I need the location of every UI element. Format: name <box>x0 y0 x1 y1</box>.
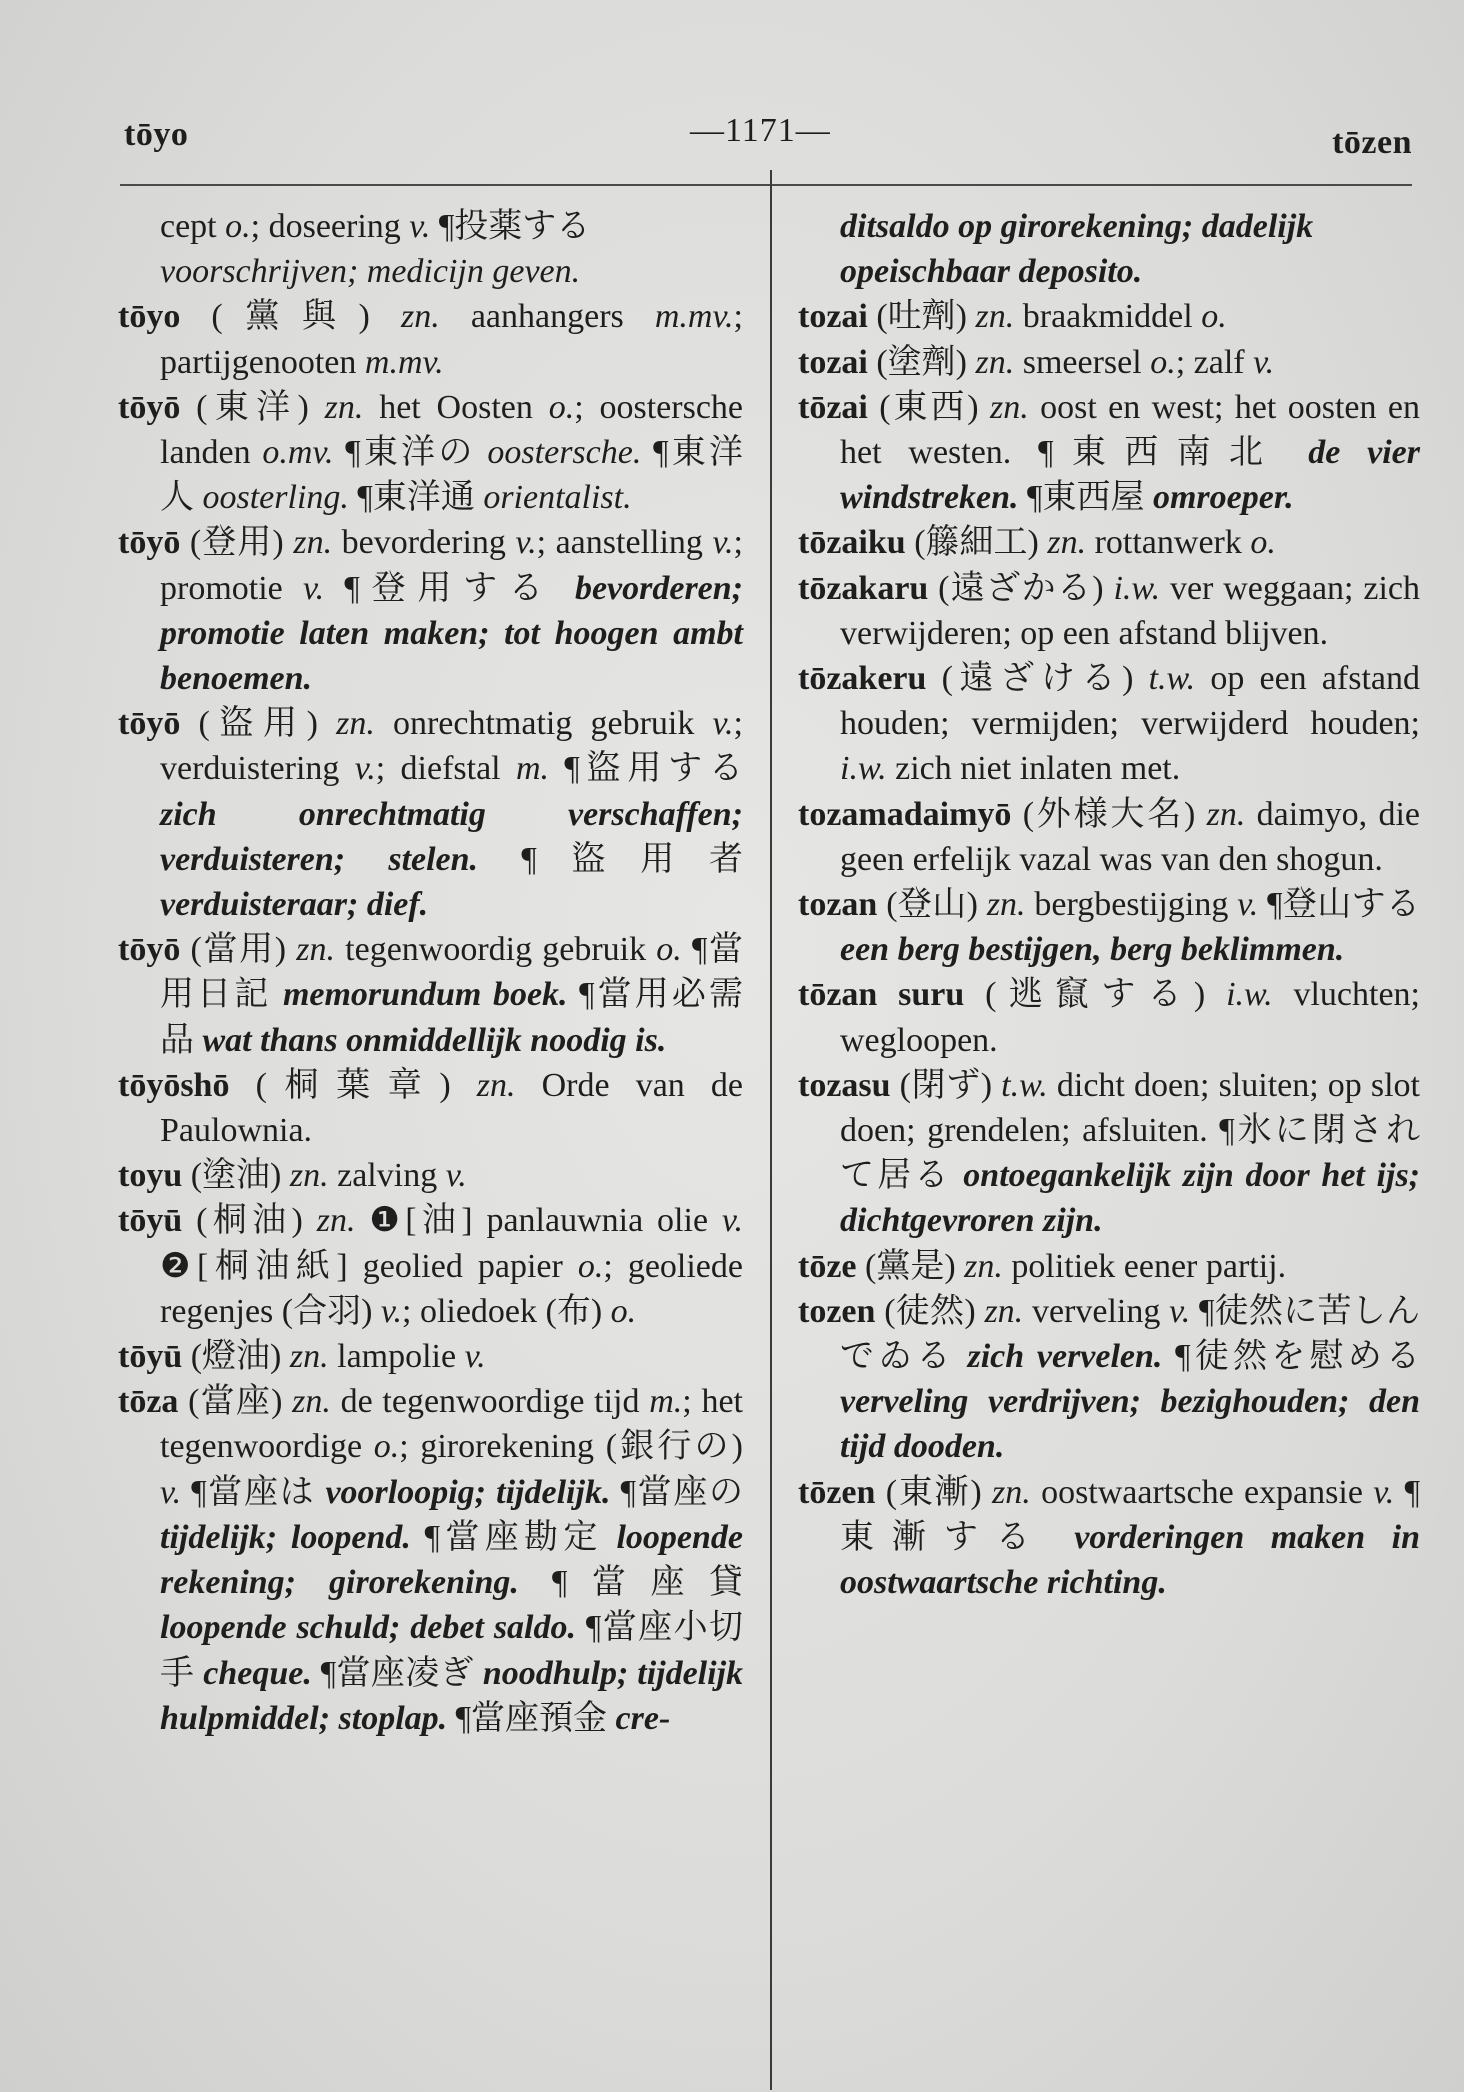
left-column <box>118 204 743 1741</box>
dictionary-entry: tōyō (登用) zn. bevordering v.; aanstelling v.; promotie v. ¶登用する bevorderen; promotie laten maken; tot hoogen ambt benoemen. <box>118 524 743 698</box>
dictionary-entry: tōze (黨是) zn. politiek eener partij. <box>798 1247 1287 1285</box>
dictionary-entry: tōyū (燈油) zn. lampolie v. <box>118 1338 486 1376</box>
dictionary-entry: tozasu (閉ず) t.w. dicht doen; sluiten; op slot doen; grendelen; afsluiten. ¶氷に閉されて居る ontoegankelijk zijn door het ijs; dichtgevroren zijn. <box>798 1066 1420 1240</box>
dictionary-entry: tōyō (當用) zn. tegenwoordig gebruik o. ¶當用日記 memorundum boek. ¶當用必需品 wat thans onmiddellijk noodig is. <box>118 931 744 1059</box>
dictionary-entry: tōzakeru (遠ざける) t.w. op een afstand houden; vermijden; verwijderd houden; i.w. zich niet inlaten met. <box>798 660 1420 788</box>
dictionary-entry: tōyō (東洋) zn. het Oosten o.; oostersche landen o.mv. ¶東洋の oostersche. ¶東洋人 oosterling. ¶東洋通 orientalist. <box>118 388 743 517</box>
continued-entry: cept o.; doseering v. ¶投薬する voorschrijven; medicijn geven. <box>160 208 591 291</box>
dictionary-entry: tōyo (黨與) zn. aanhangers m.mv.; partijgenooten m.mv. <box>118 298 743 381</box>
dictionary-entry: tōzen (東漸) zn. oostwaartsche expansie v. ¶東漸する vorderingen maken in oostwaartsche richting. <box>798 1473 1420 1602</box>
column-divider <box>770 170 772 2090</box>
left-guide-word: tōyo <box>124 116 189 153</box>
page-number: —1171— <box>690 112 831 149</box>
header-rule <box>120 184 1412 186</box>
dictionary-entry: tōzan suru (逃竄する) i.w. vluchten; wegloopen. <box>798 976 1420 1059</box>
right-column <box>798 204 1420 1605</box>
right-guide-word: tōzen <box>1332 124 1412 161</box>
dictionary-entry: tōzaiku (籐細工) zn. rottanwerk o. <box>798 524 1276 562</box>
page-header <box>0 112 1464 172</box>
dictionary-entry: tōza (當座) zn. de tegenwoordige tijd m.; het tegenwoordige o.; girorekening (銀行の) v. ¶當座は voorloopig; tijdelijk. ¶當座の tijdelijk; loopend. ¶當座勘定 loopende rekening; girorekening. ¶當座貸 loopende schuld; debet saldo. ¶當座小切手 cheque. ¶當座凌ぎ noodhulp; tijdelijk hulpmiddel; stoplap. ¶當座預金 cre- <box>118 1383 744 1737</box>
dictionary-entry: tōyōshō (桐葉章) zn. Orde van de Paulownia. <box>118 1066 743 1150</box>
dictionary-entry: tozan (登山) zn. bergbestijging v. ¶登山する een berg bestijgen, berg beklimmen. <box>798 886 1421 969</box>
dictionary-entry: tozen (徒然) zn. verveling v. ¶徒然に苦しんでゐる zich vervelen. ¶徒然を慰める verveling verdrijven; bezighouden; den tijd dooden. <box>798 1292 1421 1466</box>
dictionary-entry: toyu (塗油) zn. zalving v. <box>118 1157 467 1195</box>
dictionary-entry: tozamadaimyō (外様大名) zn. daimyo, die geen erfelijk vazal was van den shogun. <box>798 795 1420 878</box>
dictionary-entry: tozai (吐劑) zn. braakmiddel o. <box>798 298 1227 336</box>
dictionary-entry: tozai (塗劑) zn. smeersel o.; zalf v. <box>798 343 1275 381</box>
dictionary-entry: tōyō (盜用) zn. onrechtmatig gebruik v.; verduistering v.; diefstal m. ¶盜用する zich onrechtmatig verschaffen; verduisteren; stelen. ¶盜用者 verduisteraar; dief. <box>118 705 743 924</box>
dictionary-entry: tōzai (東西) zn. oost en west; het oosten en het westen. ¶東西南北 de vier windstreken. ¶東西屋 omroeper. <box>798 388 1421 517</box>
dictionary-entry: tōzakaru (遠ざかる) i.w. ver weggaan; zich verwijderen; op een afstand blijven. <box>798 569 1420 652</box>
dictionary-entry: tōyū (桐油) zn. ❶[油] panlauwnia olie v. ❷[桐油紙] geolied papier o.; geoliede regenjes (合羽) v.; oliedoek (布) o. <box>118 1202 743 1330</box>
continued-entry: ditsaldo op girorekening; dadelijk opeischbaar deposito. <box>840 208 1314 291</box>
